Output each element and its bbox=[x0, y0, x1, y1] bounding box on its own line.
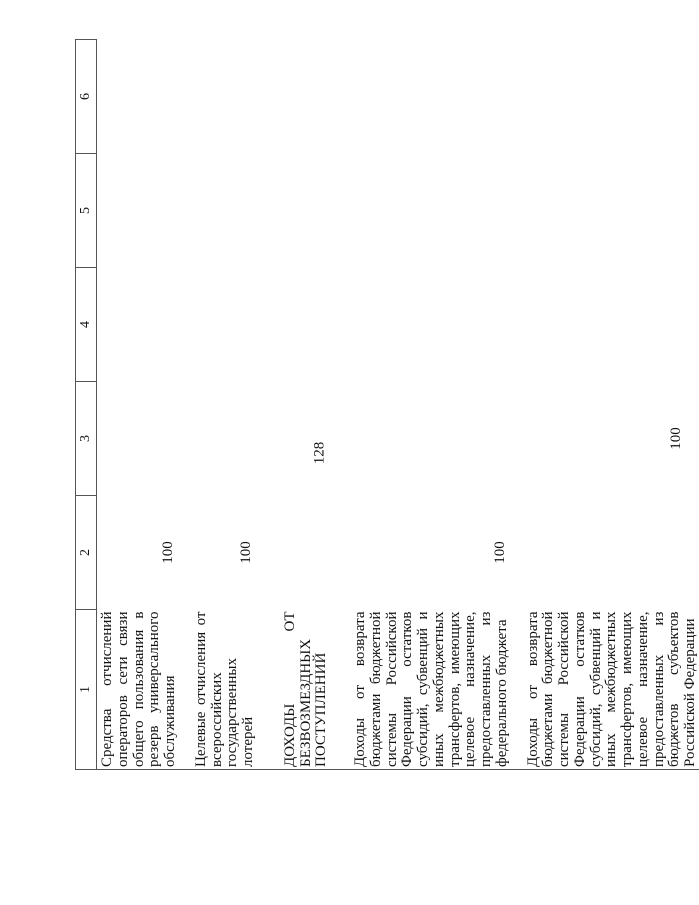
col-header-5: 5 bbox=[76, 154, 97, 268]
row-value-col3 bbox=[269, 382, 350, 496]
col-header-2: 2 bbox=[76, 496, 97, 610]
col-header-3: 3 bbox=[76, 382, 97, 496]
row-name-cell bbox=[191, 610, 269, 770]
row-name: Целевые отчисления от всероссийских государственных лотерей bbox=[192, 611, 256, 767]
col-header-6: 6 bbox=[76, 40, 97, 154]
row-value-col2: 100 bbox=[491, 541, 508, 564]
row-name: Доходы от возврата бюджетами бюджетной системы Российской Федерации остатков субсидий, субвенций и иных межбюджетных трансфертов, имеющих целевое назначение, предоставленных из федерального бюджета bbox=[352, 611, 510, 767]
table-row bbox=[97, 40, 191, 770]
table-header-row bbox=[76, 40, 97, 770]
rotated-table-wrapper bbox=[75, 40, 698, 770]
row-name-cell bbox=[97, 610, 191, 770]
row-name: Доходы от возврата бюджетами бюджетной системы Российской Федерации остатков субсидий, субвенций и иных межбюджетных трансфертов, имеющих целевое назначение, предоставленных из бюджетов субъектов Российской Федерации bbox=[524, 611, 698, 767]
data-table bbox=[75, 39, 699, 770]
col-header-1: 1 bbox=[76, 610, 97, 770]
table-section-heading-row bbox=[269, 40, 350, 770]
col-header-4: 4 bbox=[76, 268, 97, 382]
row-value-col2: 100 bbox=[238, 541, 254, 564]
table-row bbox=[191, 40, 269, 770]
row-value-col3 bbox=[350, 382, 523, 496]
row-value-col2 bbox=[523, 496, 699, 610]
section-heading: ДОХОДЫ ОТ БЕЗВОЗМЕЗДНЫХ ПОСТУПЛЕНИЙ bbox=[281, 611, 330, 767]
row-name-cell bbox=[523, 610, 699, 770]
section-heading-cell bbox=[269, 610, 350, 770]
table-row bbox=[350, 40, 523, 770]
row-name: Средства отчислений операторов сети связи общего пользования в резерв универсального обслуживания bbox=[99, 611, 178, 767]
page-number: 128 bbox=[311, 441, 328, 465]
table-row bbox=[523, 40, 699, 770]
row-value-col3 bbox=[97, 382, 191, 496]
row-value-col2: 100 bbox=[160, 541, 176, 564]
row-value-col3 bbox=[191, 382, 269, 496]
row-value-col3: 100 bbox=[668, 427, 684, 450]
row-name-cell bbox=[350, 610, 523, 770]
row-value-col2 bbox=[269, 496, 350, 610]
